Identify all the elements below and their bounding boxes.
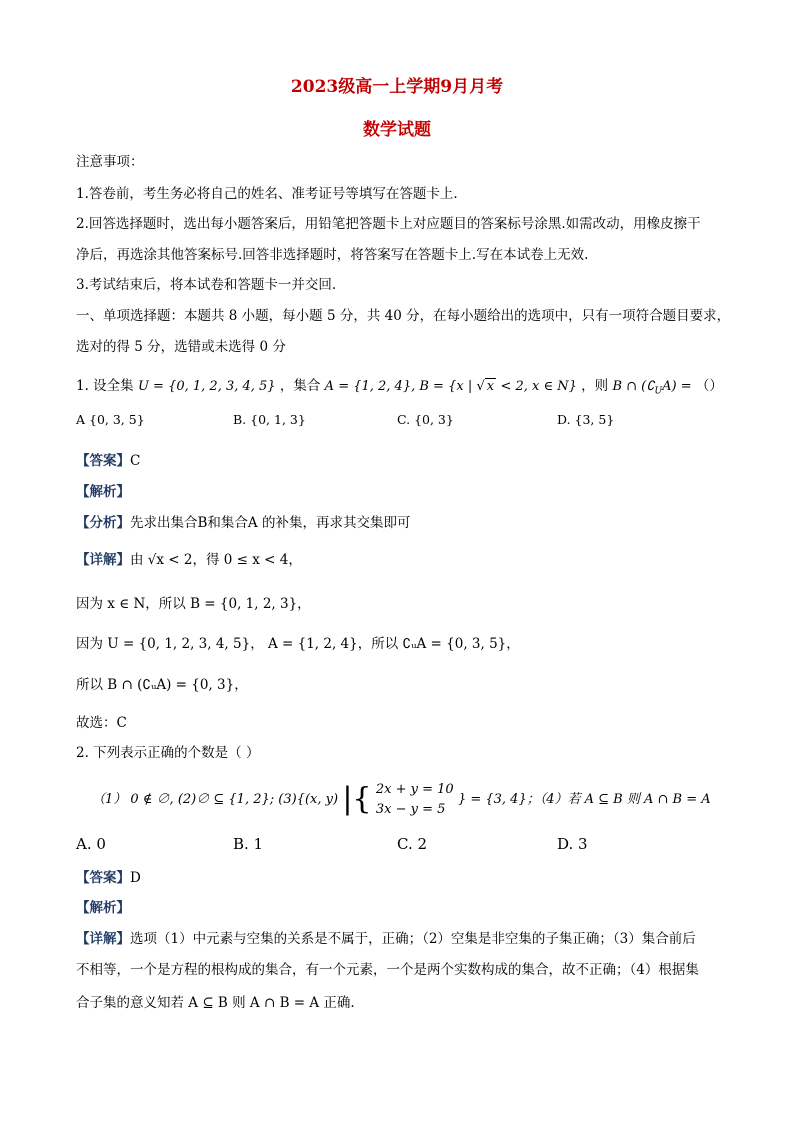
q1-fenxi (76, 513, 410, 533)
q1-option-c: C. {0, 3} (397, 412, 454, 427)
q1-option-a: A {0, 3, 5} (76, 412, 145, 427)
q1-paren: （） (695, 378, 723, 394)
q1-detail-2: 因为 x ∈ N，所以 B = {0, 1, 2, 3}， (76, 596, 311, 612)
q2-analysis (76, 898, 130, 918)
q2-option-c: C. 2 (397, 835, 428, 853)
q1-option-d: D. {3, 5} (557, 412, 615, 427)
q1-answer (76, 451, 140, 471)
answer-value: D (130, 870, 141, 886)
q2-eq-1: 2x + y = 10 (375, 781, 454, 797)
q2-eq-2: 3x − y = 5 (375, 801, 446, 817)
section1-intro-2: 选对的得 5 分，选错或未选得 0 分 (76, 339, 286, 355)
answer-value: C (130, 453, 141, 469)
analysis-tag: 【解析】 (76, 900, 130, 916)
q2-option-d: D. 3 (557, 835, 588, 853)
notes-heading: 注意事项： (76, 154, 144, 170)
q2-detail-3: 合子集的意义知若 A ⊆ B 则 A ∩ B = A 正确. (76, 995, 355, 1011)
q2-equation-system (376, 780, 454, 820)
q1-tail: ，则 (581, 378, 609, 394)
q1-set-B-pre: , B = {x | (411, 379, 473, 394)
note-1: 1.答卷前，考生务必将自己的姓名、准考证号等填写在答题卡上. (76, 186, 458, 202)
fenxi-tag: 【分析】 (76, 515, 130, 531)
q1-analysis (76, 482, 130, 502)
answer-tag: 【答案】 (76, 453, 130, 469)
note-2a: 2.回答选择题时，选出每小题答案后，用铅笔把答题卡上对应题目的答案标号涂黑.如需改动，用橡皮擦干 (76, 216, 701, 232)
q1-expr: B ∩ (∁ (612, 379, 655, 394)
q1-detail-4: 所以 B ∩ (∁ᵤA) = {0, 3}， (76, 677, 248, 693)
q2-option-a: A. 0 (76, 835, 106, 853)
left-brace-icon: |{ (342, 781, 372, 817)
note-3: 3.考试结束后，将本试卷和答题卡一并交回. (76, 277, 337, 293)
q2-item-pre: （1） 0 ∉ ∅, (2)∅ ⊆ {1, 2}; (3){(x, y) (92, 792, 339, 807)
q1-expr-sub: U (654, 386, 663, 397)
q1-number: 1. 设全集 (76, 378, 134, 394)
analysis-tag: 【解析】 (76, 484, 130, 500)
q2-option-b: B. 1 (233, 835, 264, 853)
q2-detail-1 (76, 929, 696, 949)
q1-sqrt-arg: x (486, 379, 495, 394)
q1-expr-end: A) = (662, 379, 692, 394)
answer-tag: 【答案】 (76, 870, 130, 886)
q1-set-B-post: < 2, x ∈ N} (500, 379, 577, 394)
q1-option-b: B. {0, 1, 3} (233, 412, 306, 427)
xiangjie-tag: 【详解】 (76, 931, 130, 947)
note-2b: 净后，再选涂其他答案标号.回答非选择题时，将答案写在答题卡上.写在本试卷上无效. (76, 247, 589, 263)
sqrt-symbol: √ (476, 379, 485, 394)
q2-answer (76, 868, 141, 888)
q2-detail-2: 不相等，一个是方程的根构成的集合，有一个元素，一个是两个实数构成的集合，故不正确；（4）根据集 (76, 962, 699, 978)
q2-stem: 2. 下列表示正确的个数是（ ） (76, 745, 260, 761)
section1-intro-1: 一、单项选择题：本题共 8 小题，每小题 5 分，共 40 分，在每小题给出的选项中，只有一项符合题目要求， (76, 308, 731, 324)
q1-mid: ，集合 (279, 378, 321, 394)
q1-detail-5: 故选：C (76, 715, 127, 731)
q1-detail-1 (76, 550, 302, 570)
q1-stem (76, 376, 723, 402)
q1-set-U: U = {0, 1, 2, 3, 4, 5} (137, 379, 276, 394)
xiangjie-tag: 【详解】 (76, 552, 130, 568)
q2-item-mid: } = {3, 4}；（4）若 A ⊆ B 则 A ∩ B = A (457, 792, 711, 807)
fenxi-text: 先求出集合B和集合A 的补集，再求其交集即可 (130, 515, 411, 531)
exam-title: 2023级高一上学期9月月考 (290, 77, 504, 97)
exam-subtitle: 数学试题 (363, 120, 431, 140)
q1-set-A: A = {1, 2, 4} (324, 379, 412, 394)
q2-items (92, 774, 711, 824)
detail-text: 由 √x < 2，得 0 ≤ x < 4， (130, 552, 302, 568)
q1-detail-3: 因为 U = {0, 1, 2, 3, 4, 5}， A = {1, 2, 4}，所以 ∁ᵤA = {0, 3, 5}， (76, 636, 520, 652)
detail-text: 选项（1）中元素与空集的关系是不属于，正确；（2）空集是非空集的子集正确；（3）集合前后 (130, 931, 696, 947)
